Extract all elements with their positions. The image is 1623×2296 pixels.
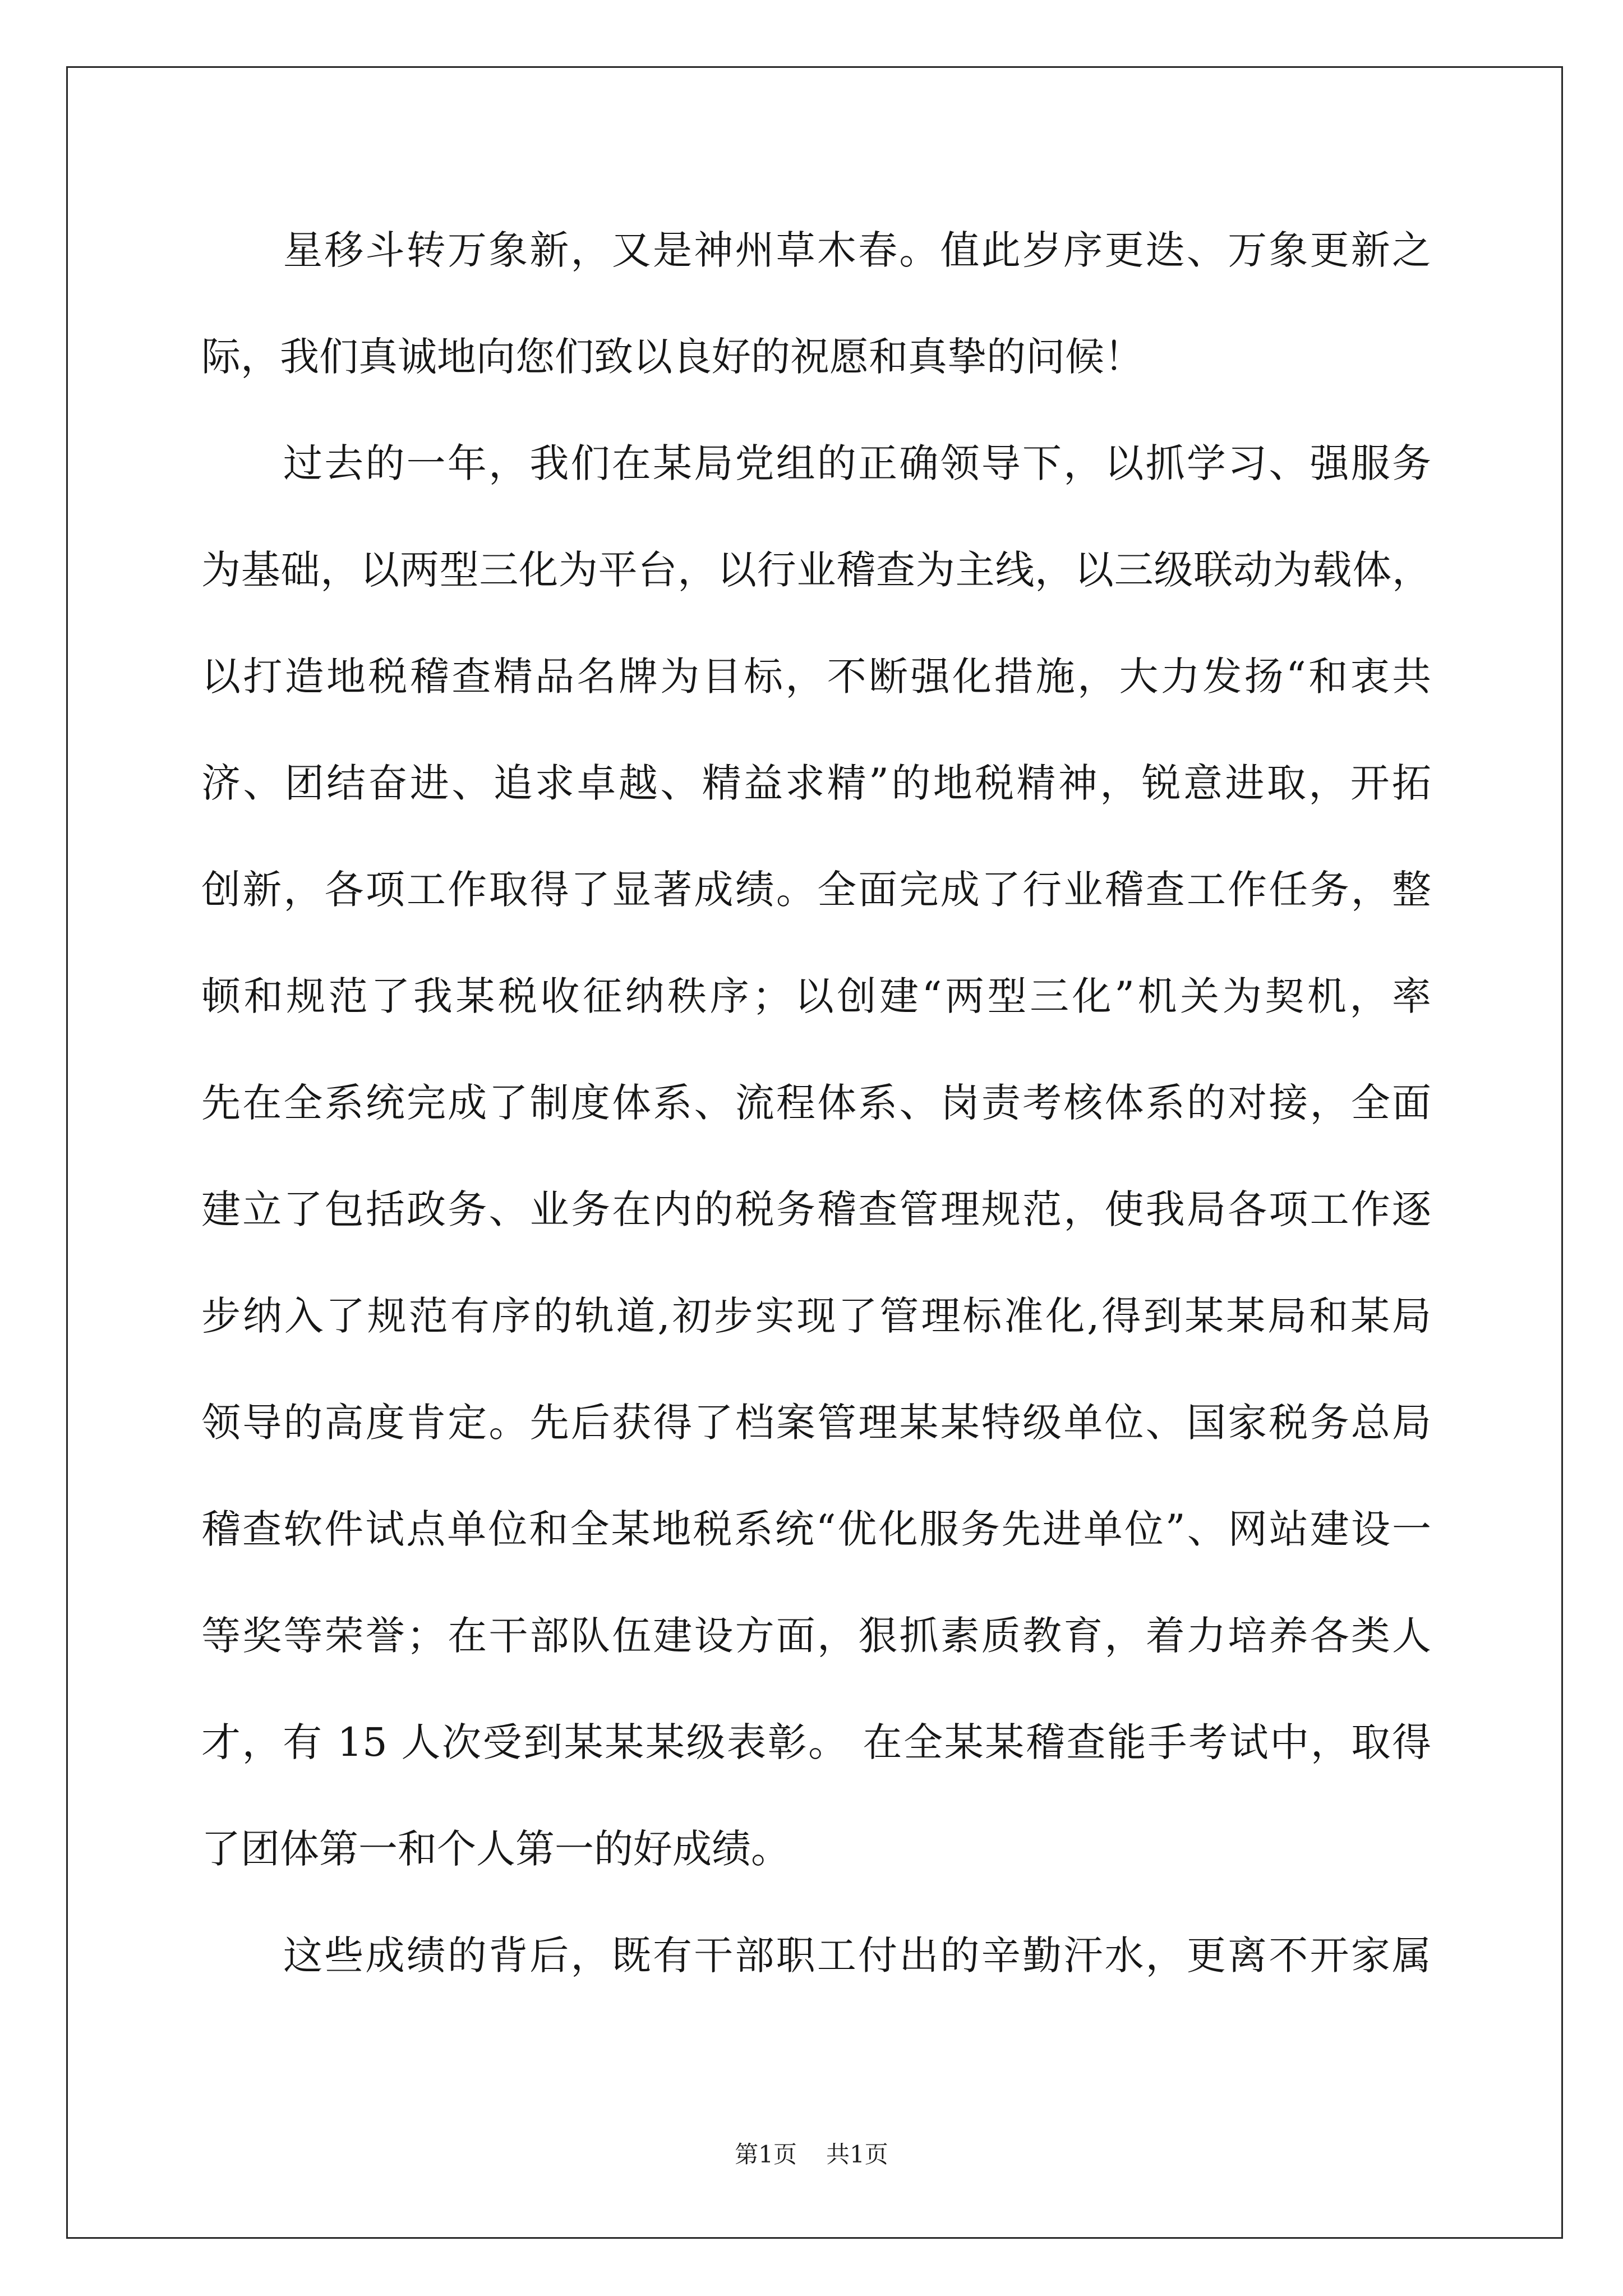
text-line: 为基础，以两型三化为平台，以行业稽查为主线，以三级联动为载体，	[201, 547, 1431, 593]
text-line: 星移斗转万象新，又是神州草木春。值此岁序更迭、万象更新之	[283, 227, 1431, 273]
text-line: 领导的高度肯定。先后获得了档案管理某某特级单位、国家税务总局	[201, 1400, 1431, 1446]
document-body	[201, 197, 1431, 2009]
paragraph	[201, 197, 1431, 410]
page-number: 第1页	[735, 2141, 797, 2168]
text-line: 才，有 15 人次受到某某某级表彰。 在全某某稽查能手考试中，取得	[201, 1719, 1431, 1765]
text-line: 等奖等荣誉；在干部队伍建设方面，狠抓素质教育，着力培养各类人	[201, 1613, 1431, 1659]
text-line: 际，我们真诚地向您们致以良好的祝愿和真挚的问候！	[201, 334, 1144, 380]
text-line: 以打造地税稽查精品名牌为目标，不断强化措施，大力发扬“和衷共	[201, 654, 1431, 700]
text-line: 步纳入了规范有序的轨道,初步实现了管理标准化,得到某某局和某局	[201, 1293, 1431, 1339]
text-line: 这些成绩的背后，既有干部职工付出的辛勤汗水，更离不开家属	[283, 1932, 1431, 1978]
text-line: 稽查软件试点单位和全某地税系统“优化服务先进单位”、网站建设一	[201, 1506, 1431, 1552]
paragraph	[201, 1902, 1431, 2009]
text-line: 济、团结奋进、追求卓越、精益求精”的地税精神，锐意进取，开拓	[201, 760, 1431, 806]
paragraph	[201, 410, 1431, 1902]
text-line: 了团体第一和个人第一的好成绩。	[201, 1826, 790, 1872]
page-total: 共1页	[826, 2141, 888, 2168]
text-line: 先在全系统完成了制度体系、流程体系、岗责考核体系的对接，全面	[201, 1080, 1431, 1126]
text-line: 建立了包括政务、业务在内的税务稽查管理规范，使我局各项工作逐	[201, 1186, 1431, 1232]
text-line: 顿和规范了我某税收征纳秩序；以创建“两型三化”机关为契机，率	[201, 973, 1431, 1019]
text-line: 过去的一年，我们在某局党组的正确领导下，以抓学习、强服务	[283, 440, 1431, 486]
text-line: 创新，各项工作取得了显著成绩。全面完成了行业稽查工作任务，整	[201, 867, 1431, 913]
page-footer	[0, 2140, 1623, 2169]
